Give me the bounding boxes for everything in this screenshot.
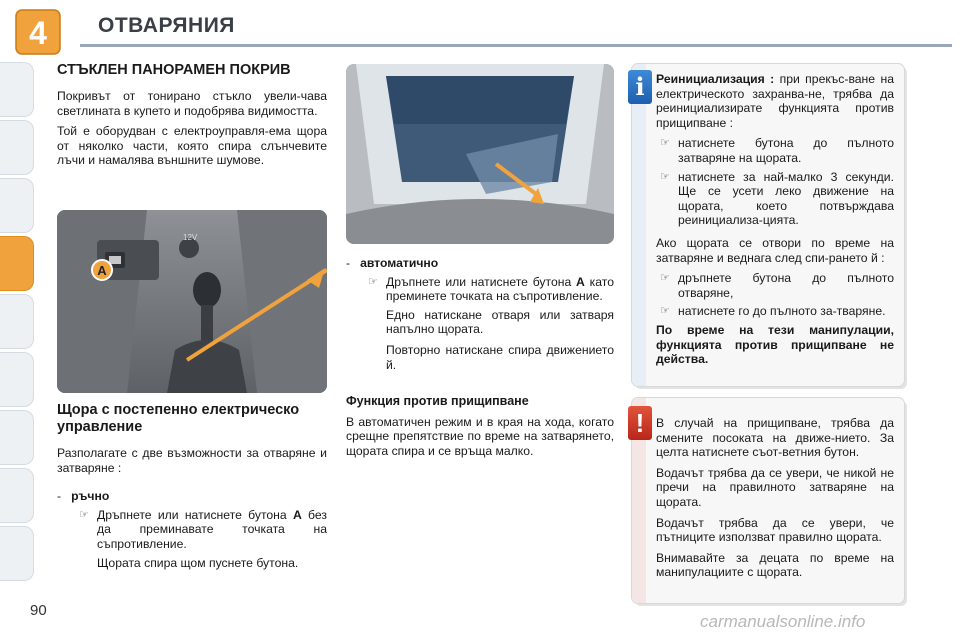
paragraph: Той е оборудван с електроуправля-ема щора от няколко части, която спира слънчевите лъчи и намалява външните шумове. (57, 124, 327, 168)
section-heading: СТЪКЛЕН ПАНОРАМЕН ПОКРИВ (57, 62, 291, 78)
list-item: ☞ Дръпнете или натиснете бутона A като преминете точката на съпротивление. (368, 274, 614, 304)
chapter-number: 4 (29, 15, 47, 51)
section-heading: Щора с постепенно електрическо управление (57, 402, 300, 435)
list-item: ☞ натиснете го до пълното за-тваряне. (660, 304, 886, 319)
finger-icon: ☞ (79, 508, 89, 521)
left-column-bottom (57, 402, 327, 576)
paragraph: Разполагате с две възможности за отваряне и затваряне : (57, 446, 327, 475)
console-photo (57, 210, 327, 393)
chapter-badge (14, 8, 62, 56)
info-bold-note: По време на тези манипулации, функцията против прищипване не действа. (656, 322, 894, 367)
list-item: - ръчно (57, 489, 110, 504)
info-box (632, 64, 904, 386)
paragraph: Повторно натискане спира движението й. (386, 342, 614, 372)
manual-label: ръчно (71, 489, 110, 504)
info-lead: Реинициализация : при прекъс-ване на електрическото захранва-не, трябва да реинициализирате функцията против прищипване : (656, 72, 894, 130)
paragraph: В случай на прищипване, трябва да смените посоката на движе-нието. За целта натиснете съот-ветния бутон. (656, 416, 894, 460)
finger-icon: ☞ (660, 272, 670, 285)
roof-photo (346, 64, 614, 244)
chapter-tab[interactable] (0, 294, 34, 349)
page-number: 90 (30, 602, 47, 619)
paragraph: В автоматичен режим и в края на хода, когато срещне препятствие по време на затварянето, щората спира и се връща малко. (346, 414, 614, 458)
chapter-tab[interactable] (0, 468, 34, 523)
chapter-tab[interactable] (0, 410, 34, 465)
photo-label-a: A (97, 263, 107, 278)
finger-icon: ☞ (660, 305, 670, 318)
list-item: ☞ натиснете за най-малко 3 секунди. Ще се усети леко движение на щората, което потвърждава реинициализа-цията. (660, 169, 894, 228)
auto-label: автоматично (360, 256, 439, 270)
finger-icon: ☞ (660, 137, 670, 150)
chapter-tab[interactable] (0, 352, 34, 407)
paragraph: Щората спира щом пуснете бутона. (97, 555, 299, 570)
chapter-tab[interactable] (0, 526, 34, 581)
title-rule (80, 44, 952, 47)
page-title: ОТВАРЯНИЯ (98, 14, 235, 37)
info-icon: i (628, 70, 652, 104)
chapter-tab-active[interactable] (0, 236, 34, 291)
warning-icon: ! (628, 406, 652, 440)
chapter-tab[interactable] (0, 62, 34, 117)
finger-icon: ☞ (660, 170, 670, 183)
subsection-heading: Функция против прищипване (346, 394, 529, 409)
left-column-top (57, 62, 327, 174)
watermark: carmanualsonline.info (700, 612, 866, 631)
paragraph: Едно натискане отваря или затваря напълно щората. (386, 307, 614, 337)
paragraph: Внимавайте за децата по време на манипулациите с щората. (656, 550, 894, 580)
paragraph: Водачът трябва да се увери, че пътниците използват правилно щората. (656, 515, 894, 545)
list-item: ☞ дръпнете бутона до пълното отваряне, (660, 271, 894, 300)
list-item: ☞ натиснете бутона до пълното затваряне на щората. (660, 136, 894, 165)
list-item: - автоматично (346, 256, 439, 270)
paragraph: Ако щората се отвори по време на затваряне и веднага след спи-рането й : (656, 235, 894, 265)
chapter-tab[interactable] (0, 178, 34, 233)
paragraph: Водачът трябва да се увери, че никой не пречи на правилното затваряне на щората. (656, 465, 894, 509)
warning-box (632, 398, 904, 603)
paragraph: Покривът от тонирано стъкло увели-чава светлината в купето и подобрява видимостта. (57, 89, 327, 118)
chapter-tab[interactable] (0, 120, 34, 175)
list-item: ☞ Дръпнете или натиснете бутона A без да преминавате точката на съпротивление. (79, 507, 327, 551)
middle-column (346, 256, 614, 465)
finger-icon: ☞ (368, 275, 378, 288)
photo-label-12v: 12V (183, 233, 198, 242)
